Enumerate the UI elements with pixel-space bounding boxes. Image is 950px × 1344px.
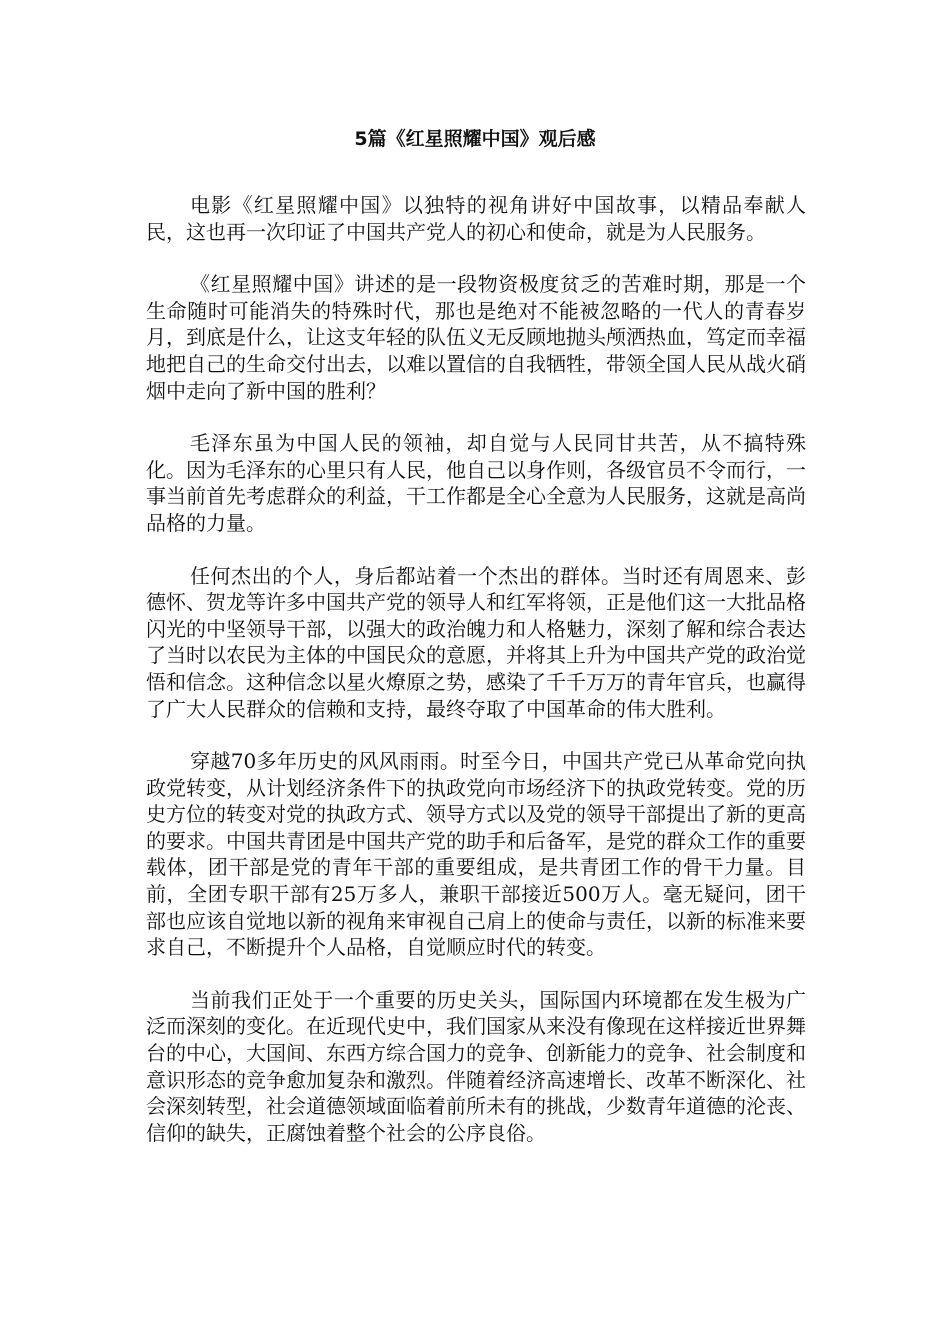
paragraph-3: 毛泽东虽为中国人民的领袖，却自觉与人民同甘共苦，从不搞特殊化。因为毛泽东的心里只有人民，他自己以身作则，各级官员不令而行，一事当前首先考虑群众的利益，干工作都是全心全意为人民服务，这就是高尚品格的力量。 xyxy=(146,431,806,535)
paragraph-1: 电影《红星照耀中国》以独特的视角讲好中国故事，以精品奉献人民，这也再一次印证了中国共产党人的初心和使命，就是为人民服务。 xyxy=(146,193,806,244)
paragraph-5: 穿越70多年历史的风风雨雨。时至今日，中国共产党已从革命党向执政党转变，从计划经济条件下的执政党向市场经济下的执政党转变。党的历史方位的转变对党的执政方式、领导方式以及党的领导干部提出了新的更高的要求。中国共青团是中国共产党的助手和后备军，是党的群众工作的重要载体，团干部是党的青年干部的重要组成，是共青团工作的骨干力量。目前，全团专职干部有25万多人，兼职干部接近500万人。毫无疑问，团干部也应该自觉地以新的视角来审视自己肩上的使命与责任，以新的标准来要求自己，不断提升个人品格，自觉顺应时代的转变。 xyxy=(146,749,806,960)
document-body xyxy=(146,192,806,1172)
paragraph-2: 《红星照耀中国》讲述的是一段物资极度贫乏的苦难时期，那是一个生命随时可能消失的特殊时代，那也是绝对不能被忽略的一代人的青春岁月，到底是什么，让这支年轻的队伍义无反顾地抛头颅洒热血，笃定而幸福地把自己的生命交付出去，以难以置信的自我牺牲，带领全国人民从战火硝烟中走向了新中国的胜利？ xyxy=(146,272,806,403)
document-title: 5篇《红星照耀中国》观后感 xyxy=(354,128,596,150)
paragraph-6: 当前我们正处于一个重要的历史关头，国际国内环境都在发生极为广泛而深刻的变化。在近现代史中，我们国家从来没有像现在这样接近世界舞台的中心，大国间、东西方综合国力的竞争、创新能力的竞争、社会制度和意识形态的竞争愈加复杂和激烈。伴随着经济高速增长、改革不断深化、社会深刻转型，社会道德领域面临着前所未有的挑战，少数青年道德的沦丧、信仰的缺失，正腐蚀着整个社会的公序良俗。 xyxy=(146,987,806,1145)
paragraph-4: 任何杰出的个人，身后都站着一个杰出的群体。当时还有周恩来、彭德怀、贺龙等许多中国共产党的领导人和红军将领，正是他们这一大批品格闪光的中坚领导干部，以强大的政治魄力和人格魅力，深刻了解和综合表达了当时以农民为主体的中国民众的意愿，并将其上升为中国共产党的政治觉悟和信念。这种信念以星火燎原之势，感染了千千万万的青年官兵，也赢得了广大人民群众的信赖和支持，最终夺取了中国革命的伟大胜利。 xyxy=(146,563,806,721)
